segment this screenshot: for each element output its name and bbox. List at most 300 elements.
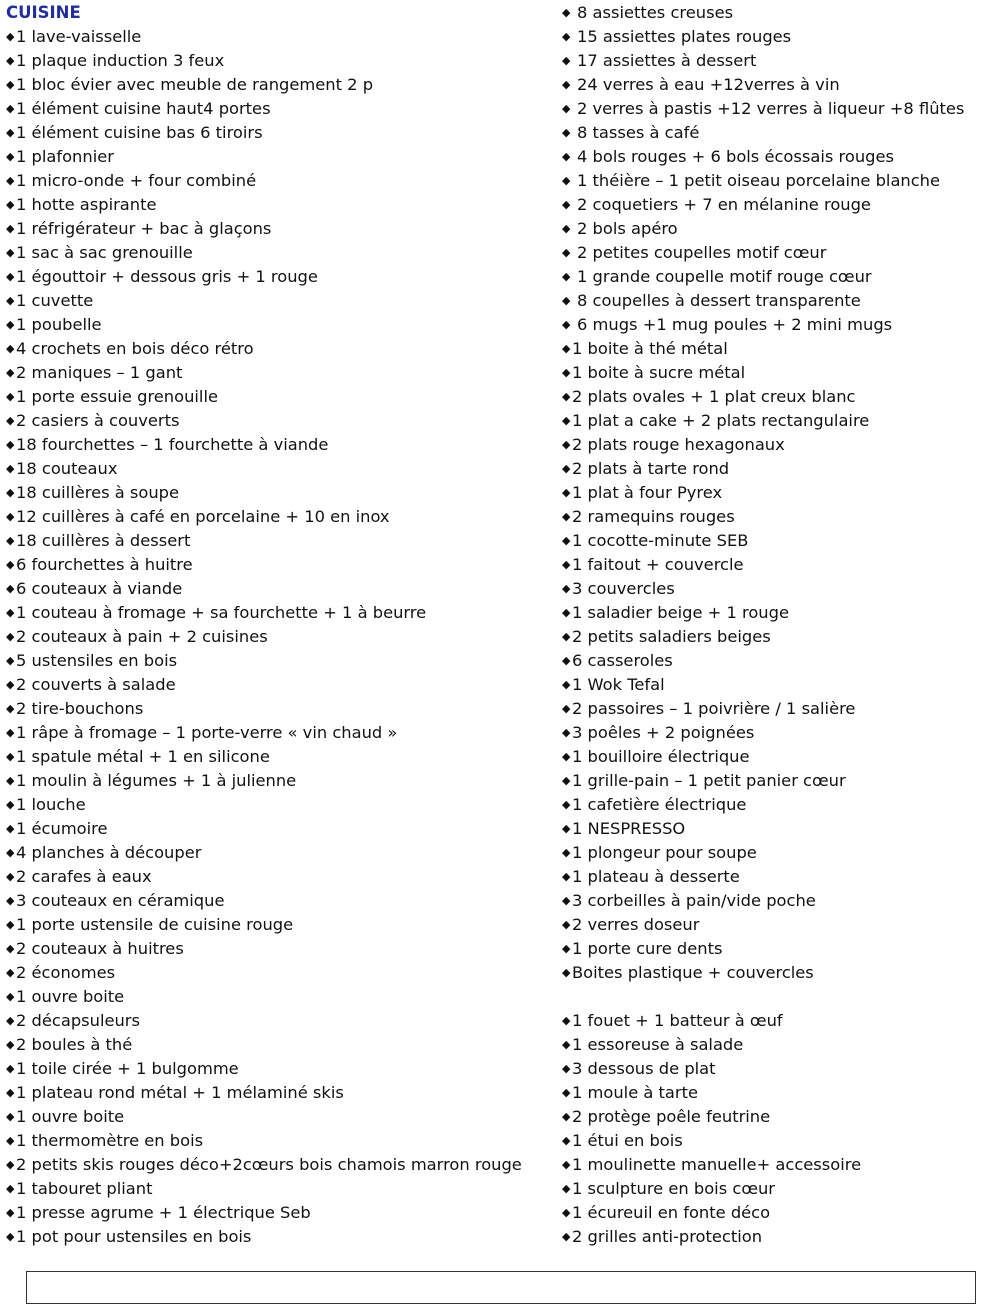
list-item-text: 2 protège poêle feutrine <box>572 1107 771 1126</box>
bullet-icon: ◆ <box>562 558 571 571</box>
list-item <box>6 481 551 505</box>
list-item <box>562 793 994 817</box>
bullet-icon: ◆ <box>6 1086 15 1099</box>
bullet-icon: ◆ <box>6 678 15 691</box>
bullet-icon: ◆ <box>6 1206 15 1219</box>
list-item <box>562 913 994 937</box>
list-item <box>562 769 994 793</box>
list-item-text: 1 couteau à fromage + sa fourchette + 1 à beurre <box>16 603 427 622</box>
list-item <box>562 529 994 553</box>
list-item-text: 1 saladier beige + 1 rouge <box>572 603 789 622</box>
list-item-text: 1 plaque induction 3 feux <box>16 51 225 70</box>
list-item <box>562 1225 994 1249</box>
bullet-icon: ◆ <box>562 222 571 235</box>
list-item-text: 6 casseroles <box>572 651 673 670</box>
left-item-list <box>6 25 551 1249</box>
list-item <box>562 937 994 961</box>
bullet-icon: ◆ <box>6 654 15 667</box>
bullet-icon: ◆ <box>6 702 15 715</box>
list-item <box>6 97 551 121</box>
bullet-icon: ◆ <box>6 750 15 763</box>
list-item-text: 3 poêles + 2 poignées <box>572 723 755 742</box>
list-item <box>562 1201 994 1225</box>
bullet-icon: ◆ <box>562 366 571 379</box>
list-item <box>6 1033 551 1057</box>
list-item-text: 1 réfrigérateur + bac à glaçons <box>16 219 272 238</box>
list-item-text: 1 tabouret pliant <box>16 1179 153 1198</box>
bullet-icon: ◆ <box>562 1110 571 1123</box>
list-item <box>6 721 551 745</box>
list-item-text: 2 maniques – 1 gant <box>16 363 183 382</box>
bullet-icon: ◆ <box>562 54 571 67</box>
bullet-icon: ◆ <box>6 342 15 355</box>
bullet-icon: ◆ <box>6 318 15 331</box>
list-item-text: 1 égouttoir + dessous gris + 1 rouge <box>16 267 318 286</box>
list-item <box>562 73 994 97</box>
list-item-text: 1 spatule métal + 1 en silicone <box>16 747 270 766</box>
bullet-icon: ◆ <box>562 630 571 643</box>
list-item-text: 3 couvercles <box>572 579 675 598</box>
bullet-icon: ◆ <box>562 942 571 955</box>
list-item-text: 2 économes <box>16 963 116 982</box>
bullet-icon: ◆ <box>6 30 15 43</box>
list-item <box>562 505 994 529</box>
bullet-icon: ◆ <box>6 942 15 955</box>
list-item-text: 1 presse agrume + 1 électrique Seb <box>16 1203 311 1222</box>
list-item <box>6 145 551 169</box>
bullet-icon: ◆ <box>562 774 571 787</box>
list-item-text: 1 étui en bois <box>572 1131 683 1150</box>
bullet-icon: ◆ <box>562 150 571 163</box>
bullet-icon: ◆ <box>6 222 15 235</box>
list-item-text: 2 couteaux à huitres <box>16 939 184 958</box>
list-item-text: 1 bouilloire électrique <box>572 747 750 766</box>
list-item <box>6 913 551 937</box>
list-item-text: 2 plats rouge hexagonaux <box>572 435 785 454</box>
list-item <box>562 697 994 721</box>
list-item-text: 1 plateau à desserte <box>572 867 740 886</box>
bullet-icon: ◆ <box>6 966 15 979</box>
bullet-icon: ◆ <box>562 582 571 595</box>
list-item-text: 2 verres à pastis +12 verres à liqueur +8 flûtes <box>577 99 965 118</box>
list-item-text: 1 théière – 1 petit oiseau porcelaine blanche <box>577 171 941 190</box>
bullet-icon: ◆ <box>6 366 15 379</box>
list-item-text: 1 pot pour ustensiles en bois <box>16 1227 252 1246</box>
right-item-list <box>562 337 994 985</box>
list-item-text: 1 plateau rond métal + 1 mélaminé skis <box>16 1083 344 1102</box>
list-item-text: 2 petits skis rouges déco+2cœurs bois chamois marron rouge <box>16 1155 522 1174</box>
bullet-icon: ◆ <box>562 462 571 475</box>
list-item-text: 2 grilles anti-protection <box>572 1227 763 1246</box>
bullet-icon: ◆ <box>562 30 571 43</box>
list-item-text: 4 crochets en bois déco rétro <box>16 339 254 358</box>
bullet-icon: ◆ <box>6 1230 15 1243</box>
footer-box <box>26 1271 976 1304</box>
bullet-icon: ◆ <box>6 990 15 1003</box>
list-item-text: 1 élément cuisine haut4 portes <box>16 99 271 118</box>
bullet-icon: ◆ <box>6 1134 15 1147</box>
list-item-text: 1 louche <box>16 795 86 814</box>
list-item-text: 6 couteaux à viande <box>16 579 183 598</box>
list-item <box>6 505 551 529</box>
bullet-icon: ◆ <box>562 510 571 523</box>
bullet-icon: ◆ <box>562 1230 571 1243</box>
list-item-text: 1 écureuil en fonte déco <box>572 1203 771 1222</box>
list-item <box>6 889 551 913</box>
list-item <box>6 25 551 49</box>
list-item <box>562 97 994 121</box>
list-item <box>6 385 551 409</box>
list-item <box>6 697 551 721</box>
list-item-text: 5 ustensiles en bois <box>16 651 178 670</box>
utensil-item-list <box>562 1009 994 1249</box>
list-item <box>562 865 994 889</box>
list-item-text: 1 moulin à légumes + 1 à julienne <box>16 771 297 790</box>
list-item <box>6 529 551 553</box>
section-title: CUISINE <box>6 3 81 22</box>
bullet-icon: ◆ <box>562 102 571 115</box>
list-item-text: 4 bols rouges + 6 bols écossais rouges <box>577 147 894 166</box>
list-item <box>6 121 551 145</box>
list-item-text: 2 carafes à eaux <box>16 867 152 886</box>
list-item-text: 1 sculpture en bois cœur <box>572 1179 775 1198</box>
list-item-text: 2 couverts à salade <box>16 675 176 694</box>
list-item <box>562 1 994 25</box>
list-item-text: 18 cuillères à soupe <box>16 483 180 502</box>
list-item <box>6 217 551 241</box>
list-item <box>562 481 994 505</box>
bullet-icon: ◆ <box>6 510 15 523</box>
bullet-icon: ◆ <box>562 750 571 763</box>
list-item <box>562 193 994 217</box>
list-item-text: 18 fourchettes – 1 fourchette à viande <box>16 435 329 454</box>
bullet-icon: ◆ <box>562 246 571 259</box>
list-item <box>562 625 994 649</box>
list-item-text: 2 coquetiers + 7 en mélanine rouge <box>577 195 871 214</box>
list-item-text: 1 Wok Tefal <box>572 675 665 694</box>
list-item-text: 15 assiettes plates rouges <box>577 27 792 46</box>
list-item <box>562 241 994 265</box>
list-item-text: 2 couteaux à pain + 2 cuisines <box>16 627 268 646</box>
bullet-icon: ◆ <box>562 1182 571 1195</box>
list-item <box>6 49 551 73</box>
list-item-text: 1 plafonnier <box>16 147 114 166</box>
bullet-icon: ◆ <box>6 630 15 643</box>
bullet-icon: ◆ <box>6 1158 15 1171</box>
bullet-icon: ◆ <box>562 6 571 19</box>
list-item-text: 1 poubelle <box>16 315 102 334</box>
list-item <box>6 1153 551 1177</box>
list-item <box>562 601 994 625</box>
list-item <box>562 25 994 49</box>
list-item-text: 1 grande coupelle motif rouge cœur <box>577 267 872 286</box>
bullet-icon: ◆ <box>562 486 571 499</box>
bullet-icon: ◆ <box>562 390 571 403</box>
list-item-text: 1 lave-vaisselle <box>16 27 142 46</box>
list-item <box>562 1081 994 1105</box>
list-item-text: 1 moule à tarte <box>572 1083 698 1102</box>
list-item <box>6 169 551 193</box>
list-item-text: 1 essoreuse à salade <box>572 1035 744 1054</box>
list-item <box>562 289 994 313</box>
bullet-icon: ◆ <box>562 870 571 883</box>
bullet-icon: ◆ <box>6 606 15 619</box>
list-item <box>562 457 994 481</box>
list-item <box>562 337 994 361</box>
list-item-text: 1 plat a cake + 2 plats rectangulaire <box>572 411 870 430</box>
bullet-icon: ◆ <box>6 390 15 403</box>
bullet-icon: ◆ <box>562 318 571 331</box>
list-item <box>6 265 551 289</box>
list-item-text: 1 toile cirée + 1 bulgomme <box>16 1059 239 1078</box>
list-item <box>6 985 551 1009</box>
list-item <box>6 433 551 457</box>
list-item <box>562 649 994 673</box>
list-item <box>562 121 994 145</box>
bullet-icon: ◆ <box>562 198 571 211</box>
list-item <box>562 673 994 697</box>
list-item-text: 3 dessous de plat <box>572 1059 716 1078</box>
bullet-icon: ◆ <box>562 174 571 187</box>
bullet-icon: ◆ <box>6 822 15 835</box>
list-item <box>6 817 551 841</box>
bullet-icon: ◆ <box>6 918 15 931</box>
list-item <box>562 169 994 193</box>
list-item <box>562 1033 994 1057</box>
list-item <box>562 217 994 241</box>
list-item <box>6 1081 551 1105</box>
list-item <box>6 361 551 385</box>
list-item-text: 8 coupelles à dessert transparente <box>577 291 861 310</box>
list-item <box>6 1201 551 1225</box>
bullet-icon: ◆ <box>6 54 15 67</box>
list-item-text: 1 bloc évier avec meuble de rangement 2 p <box>16 75 374 94</box>
list-item <box>562 577 994 601</box>
list-item-text: 1 porte cure dents <box>572 939 723 958</box>
bullet-icon: ◆ <box>562 726 571 739</box>
list-item-text: 3 corbeilles à pain/vide poche <box>572 891 816 910</box>
list-item-text: 1 sac à sac grenouille <box>16 243 193 262</box>
bullet-icon: ◆ <box>6 870 15 883</box>
bullet-icon: ◆ <box>6 798 15 811</box>
list-gap <box>562 985 994 1009</box>
bullet-icon: ◆ <box>6 582 15 595</box>
list-item <box>562 385 994 409</box>
bullet-icon: ◆ <box>6 126 15 139</box>
list-item <box>562 409 994 433</box>
bullet-icon: ◆ <box>6 246 15 259</box>
bullet-icon: ◆ <box>562 894 571 907</box>
left-column <box>6 1 551 1249</box>
bullet-icon: ◆ <box>562 606 571 619</box>
bullet-icon: ◆ <box>562 294 571 307</box>
list-item-text: 18 couteaux <box>16 459 118 478</box>
list-item-text: 2 casiers à couverts <box>16 411 180 430</box>
list-item-text: 2 décapsuleurs <box>16 1011 140 1030</box>
list-item <box>562 1057 994 1081</box>
list-item-text: 18 cuillères à dessert <box>16 531 191 550</box>
list-item-text: 1 NESPRESSO <box>572 819 686 838</box>
list-item <box>6 73 551 97</box>
list-item <box>6 289 551 313</box>
list-item-text: 2 bols apéro <box>577 219 678 238</box>
list-item-text: 2 tire-bouchons <box>16 699 144 718</box>
list-item <box>562 1177 994 1201</box>
tableware-item-list <box>562 1 994 337</box>
list-item <box>6 793 551 817</box>
bullet-icon: ◆ <box>562 846 571 859</box>
list-item-text: 3 couteaux en céramique <box>16 891 225 910</box>
list-item <box>562 1153 994 1177</box>
bullet-icon: ◆ <box>6 270 15 283</box>
list-item <box>562 1105 994 1129</box>
list-item <box>6 553 551 577</box>
bullet-icon: ◆ <box>6 78 15 91</box>
list-item-text: 12 cuillères à café en porcelaine + 10 en inox <box>16 507 390 526</box>
list-item-text: 1 plat à four Pyrex <box>572 483 723 502</box>
list-item <box>562 1129 994 1153</box>
bullet-icon: ◆ <box>6 1062 15 1075</box>
list-item-text: 1 porte essuie grenouille <box>16 387 218 406</box>
list-item <box>562 553 994 577</box>
list-item-text: 1 porte ustensile de cuisine rouge <box>16 915 294 934</box>
list-item-text: 2 verres doseur <box>572 915 700 934</box>
bullet-icon: ◆ <box>562 678 571 691</box>
list-item-text: 1 plongeur pour soupe <box>572 843 757 862</box>
list-item <box>6 769 551 793</box>
list-item-text: 2 boules à thé <box>16 1035 133 1054</box>
list-item <box>6 1225 551 1249</box>
list-item-text: 1 boite à thé métal <box>572 339 728 358</box>
list-item <box>6 193 551 217</box>
list-item <box>6 1129 551 1153</box>
list-item <box>6 649 551 673</box>
list-item-text: 1 faitout + couvercle <box>572 555 744 574</box>
list-item <box>6 241 551 265</box>
bullet-icon: ◆ <box>6 1182 15 1195</box>
list-item-text: 1 grille-pain – 1 petit panier cœur <box>572 771 846 790</box>
bullet-icon: ◆ <box>562 414 571 427</box>
list-item-text: 1 thermomètre en bois <box>16 1131 204 1150</box>
bullet-icon: ◆ <box>562 822 571 835</box>
bullet-icon: ◆ <box>562 342 571 355</box>
list-item-text: 1 boite à sucre métal <box>572 363 746 382</box>
list-item <box>6 745 551 769</box>
bullet-icon: ◆ <box>562 798 571 811</box>
list-item <box>6 841 551 865</box>
list-item-text: 1 cocotte-minute SEB <box>572 531 749 550</box>
list-item <box>6 313 551 337</box>
bullet-icon: ◆ <box>6 462 15 475</box>
bullet-icon: ◆ <box>562 1206 571 1219</box>
list-item <box>562 433 994 457</box>
bullet-icon: ◆ <box>562 1038 571 1051</box>
bullet-icon: ◆ <box>562 654 571 667</box>
list-item <box>562 145 994 169</box>
list-item <box>562 817 994 841</box>
list-item <box>6 1105 551 1129</box>
list-item-text: 6 mugs +1 mug poules + 2 mini mugs <box>577 315 893 334</box>
list-item-text: 2 passoires – 1 poivrière / 1 salière <box>572 699 856 718</box>
list-item-text: 17 assiettes à dessert <box>577 51 757 70</box>
list-item-text: 2 plats à tarte rond <box>572 459 730 478</box>
list-item-text: 8 tasses à café <box>577 123 700 142</box>
list-item <box>6 409 551 433</box>
list-item <box>6 1177 551 1201</box>
list-item <box>6 865 551 889</box>
list-item <box>6 457 551 481</box>
list-item-text: 1 hotte aspirante <box>16 195 157 214</box>
list-item-text: 1 ouvre boite <box>16 987 125 1006</box>
bullet-icon: ◆ <box>6 894 15 907</box>
list-item-text: 2 ramequins rouges <box>572 507 735 526</box>
bullet-icon: ◆ <box>562 126 571 139</box>
bullet-icon: ◆ <box>6 1014 15 1027</box>
bullet-icon: ◆ <box>6 198 15 211</box>
list-item-text: 1 ouvre boite <box>16 1107 125 1126</box>
bullet-icon: ◆ <box>6 774 15 787</box>
bullet-icon: ◆ <box>562 918 571 931</box>
list-item-text: 2 plats ovales + 1 plat creux blanc <box>572 387 856 406</box>
list-item <box>562 49 994 73</box>
bullet-icon: ◆ <box>6 414 15 427</box>
bullet-icon: ◆ <box>562 1134 571 1147</box>
list-item-text: 2 petites coupelles motif cœur <box>577 243 827 262</box>
list-item-text: 4 planches à découper <box>16 843 202 862</box>
bullet-icon: ◆ <box>562 534 571 547</box>
list-item-text: 2 petits saladiers beiges <box>572 627 771 646</box>
list-item-text: 6 fourchettes à huitre <box>16 555 193 574</box>
list-item <box>562 745 994 769</box>
bullet-icon: ◆ <box>6 486 15 499</box>
bullet-icon: ◆ <box>6 102 15 115</box>
list-item <box>562 841 994 865</box>
list-item <box>6 961 551 985</box>
list-item <box>562 889 994 913</box>
bullet-icon: ◆ <box>6 726 15 739</box>
list-item-text: 1 moulinette manuelle+ accessoire <box>572 1155 862 1174</box>
bullet-icon: ◆ <box>6 558 15 571</box>
list-item-text: 1 râpe à fromage – 1 porte-verre « vin chaud » <box>16 723 398 742</box>
list-item <box>562 361 994 385</box>
list-item <box>562 961 994 985</box>
bullet-icon: ◆ <box>562 78 571 91</box>
list-item-text: 1 élément cuisine bas 6 tiroirs <box>16 123 263 142</box>
list-item-text: 1 fouet + 1 batteur à œuf <box>572 1011 783 1030</box>
list-item-text: 1 écumoire <box>16 819 108 838</box>
list-item-text: 1 cuvette <box>16 291 94 310</box>
bullet-icon: ◆ <box>6 438 15 451</box>
bullet-icon: ◆ <box>562 270 571 283</box>
list-item-text: Boites plastique + couvercles <box>572 963 814 982</box>
list-item <box>6 1009 551 1033</box>
list-item-text: 1 cafetière électrique <box>572 795 747 814</box>
bullet-icon: ◆ <box>6 534 15 547</box>
right-column <box>562 1 994 1249</box>
bullet-icon: ◆ <box>562 1062 571 1075</box>
bullet-icon: ◆ <box>6 150 15 163</box>
list-item <box>6 601 551 625</box>
bullet-icon: ◆ <box>562 1086 571 1099</box>
list-item <box>6 625 551 649</box>
list-item-text: 24 verres à eau +12verres à vin <box>577 75 840 94</box>
list-item <box>6 673 551 697</box>
bullet-icon: ◆ <box>562 1014 571 1027</box>
bullet-icon: ◆ <box>562 438 571 451</box>
bullet-icon: ◆ <box>562 1158 571 1171</box>
bullet-icon: ◆ <box>562 702 571 715</box>
list-item <box>6 337 551 361</box>
